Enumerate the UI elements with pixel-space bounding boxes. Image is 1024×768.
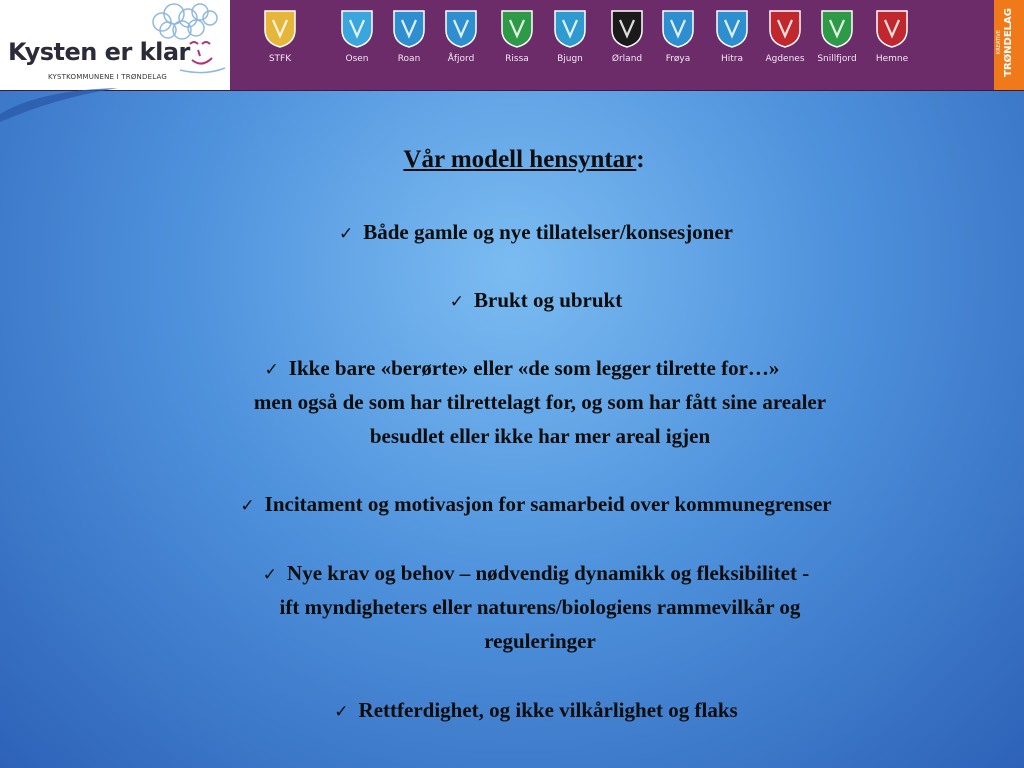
crest-label: Roan	[397, 54, 421, 64]
bullet-continuation: reguleringer	[484, 629, 596, 653]
bullet-item-2	[0, 288, 1024, 313]
checkmark-icon: ✓	[338, 224, 354, 244]
crest-label: STFK	[268, 54, 292, 64]
checkmark-icon: ✓	[240, 496, 255, 516]
bullet-item-6	[0, 698, 1024, 723]
crest-label: Hitra	[720, 54, 743, 64]
bullet-item-5	[0, 561, 1024, 586]
county-name: TRØNDELAG	[1003, 8, 1014, 77]
bullet-text: Nye krav og behov – nødvendig dynamikk og fleksibilitet -	[287, 561, 810, 585]
crest-label: Bjugn	[557, 54, 583, 64]
slide-title-colon: :	[636, 146, 645, 173]
bullet-text: Både gamle og nye tillatelser/konsesjoner	[363, 220, 734, 244]
checkmark-icon: ✓	[262, 565, 278, 585]
slide-title	[0, 146, 1024, 174]
crest-label: Snillfjord	[817, 54, 857, 64]
crest-label: Frøya	[665, 54, 691, 64]
logo-subtitle: KYSTKOMMUNENE I TRØNDELAG	[48, 73, 167, 81]
bullet-continuation: men også de som har tilrettelagt for, og som har fått sine arealer	[253, 390, 827, 414]
bullet-item-1	[0, 220, 1024, 245]
crest-label: Agdenes	[765, 54, 805, 64]
bullet-text: Ikke bare «berørte» eller «de som legger tilrette for…»	[288, 356, 780, 380]
bullet-text: Incitament og motivasjon for samarbeid over kommunegrenser	[264, 492, 832, 516]
crest-label: Osen	[345, 54, 369, 64]
crest-label: Rissa	[505, 54, 529, 64]
bullet-continuation: besudlet eller ikke har mer areal igjen	[369, 424, 711, 448]
checkmark-icon: ✓	[449, 292, 465, 312]
crest-label: Hemne	[875, 54, 909, 64]
bullet-text: Brukt og ubrukt	[474, 288, 623, 312]
crest-label: Ørland	[611, 54, 643, 64]
bullet-item-3	[0, 356, 1024, 381]
logo-title: Kysten er klar	[8, 38, 190, 66]
slide-title-text: Vår modell hensyntar	[403, 146, 637, 173]
checkmark-icon: ✓	[334, 702, 349, 722]
bullet-item-4	[0, 492, 1024, 517]
bullet-continuation: ift myndigheters eller naturens/biologiens rammevilkår og	[279, 595, 801, 619]
crest-label: Åfjord	[447, 54, 475, 64]
county-small-label: KREATIVE	[996, 30, 1002, 55]
bullet-text: Rettferdighet, og ikke vilkårlighet og flaks	[358, 698, 738, 722]
checkmark-icon: ✓	[264, 360, 279, 380]
